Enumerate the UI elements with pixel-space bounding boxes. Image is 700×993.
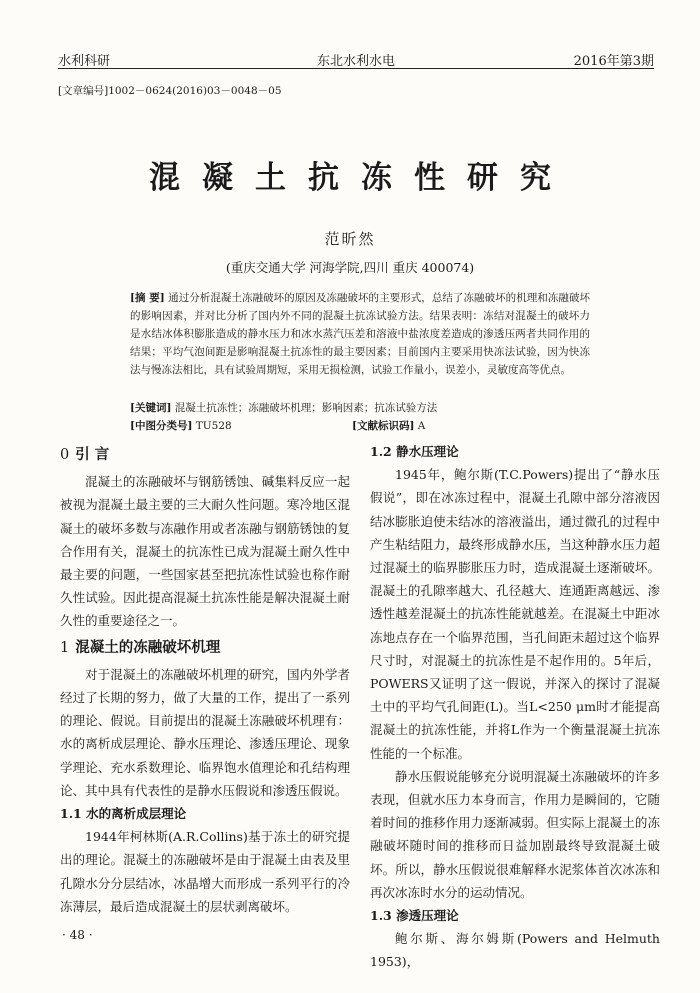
abstract-label: [摘 要] — [130, 292, 165, 304]
paper-title: 混凝土抗冻性研究 — [149, 160, 573, 196]
keywords-label: [关键词] — [130, 402, 172, 414]
section-1-3-heading: 1.3 渗透压理论 — [370, 908, 459, 924]
osmotic-paragraph: 鲍尔斯、海尔姆斯(Powers and Helmuth 1953)， — [370, 931, 660, 970]
doccode-label: [文献标识码] — [352, 420, 415, 432]
clc-number — [130, 418, 232, 433]
section-0-heading — [60, 443, 350, 467]
page-number: · 48 · — [62, 928, 93, 942]
header-issue: 2016年第3期 — [573, 54, 654, 69]
header-section: 水利科研 — [58, 54, 111, 69]
mechanism-paragraph: 对于混凝土的冻融破坏机理的研究，国内外学者经过了长期的努力，做了大量的工作，提出了一系列的理论、假说。目前提出的混凝土冻融破坏机理有：水的离析成层理论、静水压理论、渗透压理论、现象学理论、充水系数理论、临界饱水值理论和孔结构理论、其中具有代表性的是静水压假说和渗透压假说。 — [60, 666, 350, 798]
keywords-text: 混凝土抗冻性；冻融破坏机理；影响因素；抗冻试验方法 — [174, 402, 438, 414]
doccode-value: A — [417, 420, 426, 432]
section-1-1-heading: 1.1 水的离析成层理论 — [60, 806, 187, 822]
clc-label: [中图分类号] — [130, 420, 193, 432]
left-column — [60, 440, 350, 918]
running-header — [58, 50, 654, 69]
section-1-2-heading: 1.2 静水压理论 — [370, 444, 459, 459]
keywords — [130, 400, 600, 415]
section-0-title: 引 言 — [75, 446, 110, 463]
section-1-heading — [60, 636, 350, 660]
hydrostatic-paragraph-1: 1945年，鲍尔斯(T.C.Powers)提出了“静水压假说”，即在冰冻过程中，混凝土孔隙中部分溶液因结冰膨胀迫使未结冰的溶液溢出，通过微孔的过程中产生粘结阻力，最终形成静水压，当这种静水压力超过混凝土的临界膨胀压力时，造成混凝土逐渐破坏。混凝土的孔隙率越大、孔径越大、连通距离越远、渗透性越差混凝土的抗冻性能就越差。在混凝土中距冰冻地点存在一个临界范围，当孔间距未超过这个临界尺寸时，对混凝土的抗冻性是不起作用的。5年后，POWERS又证明了这一假说，并深入的探讨了混凝土中的平均气孔间距(L)。当L<250 μm时才能提高混凝土的抗冻性能，并将L作为一个衡量混凝土抗冻性能的一个标准。 — [370, 467, 660, 761]
abstract-text: 通过分析混凝土冻融破坏的原因及冻融破坏的主要形式，总结了冻融破坏的机理和冻融破坏的影响因素，并对比分析了国内外不同的混凝土抗冻试验方法。结果表明：冻结对混凝土的破坏力是水结冰体积膨胀造成的静水压力和冰水蒸汽压差和溶液中盐浓度差造成的渗透压两者共同作用的结果；平均气泡间距是影响混凝土抗冻性的最主要因素；目前国内主要采用快冻法试验，因为快冻法与慢冻法相比，具有试验周期短，采用无损检测，试验工作量小，误差小，灵敏度高等优点。 — [130, 292, 590, 376]
article-number: [文章编号]1002－0624(2016)03－0048－05 — [58, 85, 282, 97]
hydrostatic-paragraph-2: 静水压假说能够充分说明混凝土冻融破坏的许多表现，但就水压力本身而言，作用力是瞬间的，它随着时间的推移作用力逐渐减弱。但实际上混凝土的冻融破坏随时间的推移而日益加剧最终导致混凝土破坏。所以，静水压假说很难解释水泥浆体首次冰冻和再次冰冻时水分的运动情况。 — [370, 768, 660, 900]
section-0-number: 0 — [60, 447, 70, 463]
section-1-title: 混凝土的冻融破坏机理 — [75, 638, 221, 656]
author: 范昕然 — [324, 230, 376, 248]
section-1-number: 1 — [60, 639, 70, 656]
right-column — [370, 440, 660, 974]
intro-paragraph: 混凝土的冻融破坏与钢筋锈蚀、碱集料反应一起被视为混凝土最主要的三大耐久性问题。寒冷地区混凝土的破坏多数与冻融作用或者冻融与钢筋锈蚀的复合作用有关，混凝土的抗冻性已成为混凝土耐久性中最主要的问题，一些国家甚至把抗冻性试验也称作耐久性试验。因此提高混凝土抗冻性能是解决混凝土耐久性的重要途径之一。 — [60, 474, 350, 629]
affiliation: (重庆交通大学 河海学院,四川 重庆 400074) — [225, 260, 475, 275]
segregation-paragraph: 1944年柯林斯(A.R.Collins)基于冻土的研究提出的理论。混凝土的冻融破坏是由于混凝土由表及里孔隙水分分层结冰，冰晶增大而形成一系列平行的冷冻薄层，最后造成混凝土的层状剥离破坏。 — [60, 829, 350, 914]
document-code — [352, 418, 425, 433]
abstract — [130, 289, 590, 379]
header-journal: 东北水利水电 — [316, 54, 395, 69]
clc-value: TU528 — [195, 420, 232, 432]
